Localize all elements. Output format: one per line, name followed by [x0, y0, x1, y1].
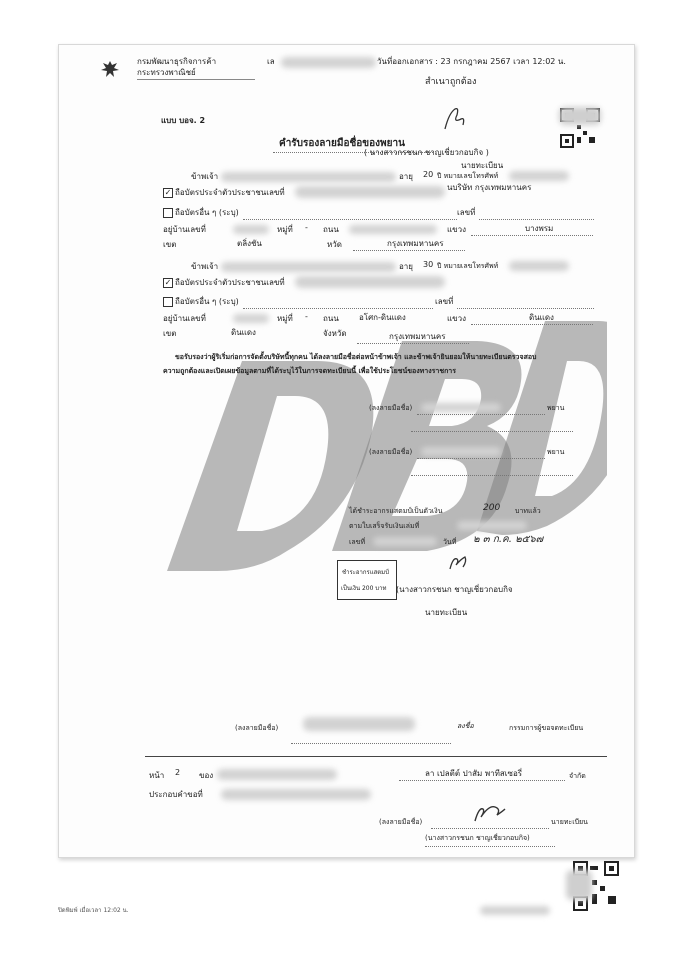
w1-sign-line: [417, 414, 545, 415]
of-label: ของ: [199, 771, 214, 780]
stamp-line2: เป็นเงิน 200 บาท: [341, 585, 387, 592]
w2-province-label: จังหวัด: [323, 329, 347, 338]
page-label: หน้า: [149, 771, 165, 780]
w2-name-line: [411, 475, 573, 476]
w2-other-card-label: ถือบัตรอื่น ๆ (ระบุ): [175, 297, 239, 306]
company-name-line: [399, 780, 565, 781]
w1-prefix: ข้าพเจ้า: [191, 172, 219, 181]
w2-moo: -: [305, 312, 308, 321]
registrar-name: (นางสาวกรชนก ชาญเชี่ยวกอบกิจ): [425, 834, 530, 842]
w1-province-line: [353, 250, 465, 251]
w1-name-line: [411, 431, 573, 432]
registrar-signature-mid-icon: [447, 553, 469, 573]
w1-subdistrict-line: [471, 235, 593, 236]
garuda-emblem-icon: [99, 59, 121, 81]
registrar-sign-label: (ลงลายมือชื่อ): [379, 818, 423, 826]
agency-line2: กระทรวงพาณิชย์: [137, 68, 196, 77]
w2-id-card-label: ถือบัตรประจำตัวประชาชนเลขที่: [175, 278, 285, 287]
w2-name-redacted: [221, 262, 396, 272]
certified-copy-label: สำเนาถูกต้อง: [425, 77, 477, 87]
w1-card-no-line: [479, 219, 594, 220]
registrar-name-line: [425, 846, 555, 847]
w2-age: 30: [423, 260, 434, 269]
w2-moo-label: หมู่ที่: [277, 314, 293, 323]
registrar-title-header: นายทะเบียน: [461, 161, 504, 170]
w2-sign-label: (ลงลายมือชื่อ): [369, 448, 413, 456]
w2-house-no-redacted: [233, 314, 269, 323]
w2-road-label: ถนน: [323, 314, 339, 323]
form-title: คำรับรองลายมือชื่อของพยาน: [279, 138, 405, 149]
w1-moo: -: [305, 223, 308, 232]
fee-line1-end: บาทแล้ว: [515, 507, 541, 515]
fee-date-handwritten: ๒ ๓ ก.ค. ๒๕๖๗: [473, 534, 544, 545]
registrar-title-mid: นายทะเบียน: [425, 608, 468, 617]
application-no-redacted: [221, 789, 371, 800]
w2-subdistrict-line: [471, 324, 593, 325]
company-suffix: จำกัด: [569, 772, 586, 780]
w1-house-no-redacted: [233, 225, 269, 234]
w1-phone-redacted: [509, 171, 569, 181]
w1-sign-label: (ลงลายมือชื่อ): [369, 404, 413, 412]
w2-district-label: เขต: [163, 329, 177, 338]
section-divider: [145, 756, 607, 757]
certifier-signature-icon: [441, 105, 467, 133]
w1-moo-label: หมู่ที่: [277, 225, 293, 234]
stamp-line1: ชำระอากรแสตมป์: [342, 569, 389, 576]
w1-other-card-label: ถือบัตรอื่น ๆ (ระบุ): [175, 208, 239, 217]
w2-witness-label: พยาน: [547, 448, 565, 456]
w1-company-text: นบริษัท กรุงเทพมหานคร: [447, 183, 532, 192]
fee-amount: 200: [483, 503, 501, 513]
w1-subdistrict: บางพรม: [525, 224, 554, 233]
w2-province: กรุงเทพมหานคร: [389, 332, 446, 341]
w2-road: อโศก-ดินแดง: [359, 313, 406, 322]
committee-label: กรรมการผู้ขอจดทะเบียน: [509, 724, 584, 732]
issue-datetime: วันที่ออกเอกสาร : 23 กรกฎาคม 2567 เวลา 12:02 น.: [377, 57, 566, 66]
w1-subdistrict-label: แขวง: [447, 225, 467, 234]
page-number: 2: [175, 768, 181, 777]
w1-address-label: อยู่บ้านเลขที่: [163, 225, 206, 234]
qr-code-icon: [559, 107, 601, 149]
w2-prefix: ข้าพเจ้า: [191, 262, 219, 271]
fee-date-label: วันที่: [443, 538, 457, 546]
w2-district: ดินแดง: [231, 328, 256, 337]
w1-district-label: เขต: [163, 240, 177, 249]
w1-province-label: หวัด: [327, 240, 342, 249]
application-label: ประกอบคำขอที่: [149, 790, 203, 799]
form-code: แบบ บอจ. 2: [161, 116, 206, 125]
registrar-name-header: ( นางสาวกรชนก ชาญเชี่ยวกอบกิจ ): [364, 148, 489, 157]
w1-id-card-checkbox[interactable]: ✓: [164, 188, 172, 197]
receipt-book-redacted: [457, 521, 527, 530]
redacted-doc-number: [281, 57, 376, 68]
fee-line3-label: เลขที่: [349, 538, 366, 546]
w1-age: 20: [423, 170, 434, 179]
w1-card-no-label: เลขที่: [457, 208, 476, 217]
registrar-signature-icon: [471, 801, 507, 825]
w2-other-card-line: [243, 308, 433, 309]
w2-signature-redacted: [421, 447, 501, 456]
qr-code-bottom-icon: [572, 860, 620, 912]
fee-line2: ตามใบเสร็จรับเงินเล่มที่: [349, 522, 420, 530]
stamp-duty-stamp: [337, 560, 397, 600]
committee-name-line: [291, 743, 451, 744]
w1-other-card-line: [243, 219, 457, 220]
w1-road-label: ถนน: [323, 225, 339, 234]
w2-phone-label: ปี หมายเลขโทรศัพท์: [437, 262, 499, 270]
w2-card-no-label: เลขที่: [435, 297, 454, 306]
w2-subdistrict-label: แขวง: [447, 314, 467, 323]
w2-phone-redacted: [509, 261, 569, 271]
w2-id-redacted: [295, 276, 445, 288]
w2-card-no-line: [457, 308, 594, 309]
w1-name-redacted: [221, 172, 396, 182]
print-time: ปิดพิมพ์ เมื่อเวลา 12:02 น.: [58, 907, 129, 914]
header-underline: [137, 79, 255, 80]
committee-signature-redacted: [303, 717, 415, 731]
footer-ref-redacted: [480, 906, 550, 915]
w1-id-card-label: ถือบัตรประจำตัวประชาชนเลขที่: [175, 188, 285, 197]
fee-line1: ได้ชำระอากรแสตมป์เป็นตัวเงิน: [349, 507, 443, 515]
registrar-label: นายทะเบียน: [551, 818, 588, 826]
agency-line1: กรมพัฒนาธุรกิจการค้า: [137, 57, 217, 66]
w2-subdistrict: ดินแดง: [529, 313, 554, 322]
statement-line2: ความถูกต้องและเปิดเผยข้อมูลตามที่ได้ระบุไว้ในการจดทะเบียนนี้ เพื่อใช้ประโยชน์ของทางราชการ: [163, 367, 456, 375]
w1-witness-label: พยาน: [547, 404, 565, 412]
doc-number-label: เล: [267, 57, 275, 66]
committee-handwritten-mark: ลงชื่อ: [457, 722, 474, 730]
w1-id-redacted: [295, 186, 445, 198]
statement-line1: ขอรับรองว่าผู้ริเริ่มก่อการจัดตั้งบริษัทนี้ทุกคน ได้ลงลายมือชื่อต่อหน้าข้าพเจ้า และข้าพเจ้ายินยอมให้นายทะเบียนตรวจสอบ: [175, 353, 537, 361]
w1-phone-label: ปี หมายเลขโทรศัพท์: [437, 172, 499, 180]
w1-province: กรุงเทพมหานคร: [387, 239, 444, 248]
w2-other-card-checkbox[interactable]: [163, 297, 173, 307]
committee-sign-label: (ลงลายมือชื่อ): [235, 724, 279, 732]
w2-address-label: อยู่บ้านเลขที่: [163, 314, 206, 323]
w2-age-label: อายุ: [399, 262, 413, 271]
w1-age-label: อายุ: [399, 172, 413, 181]
w2-province-line: [357, 343, 469, 344]
w1-road-redacted: [349, 225, 437, 234]
total-pages-redacted: [217, 769, 337, 780]
receipt-no-redacted: [373, 537, 437, 546]
company-name: ลา เปลตีต์ ปาสัม พาทีสเซอรี่: [425, 769, 523, 778]
document-page: [58, 44, 635, 858]
w1-other-card-checkbox[interactable]: [163, 208, 173, 218]
w2-id-card-checkbox[interactable]: ✓: [164, 278, 172, 287]
registrar-name-mid: (นางสาวกรชนก ชาญเชี่ยวกอบกิจ: [396, 585, 513, 594]
w2-sign-line: [417, 458, 545, 459]
w1-district: ตลิ่งชัน: [237, 239, 262, 248]
w1-signature-redacted: [421, 403, 501, 412]
registrar-sign-line: [431, 828, 549, 829]
